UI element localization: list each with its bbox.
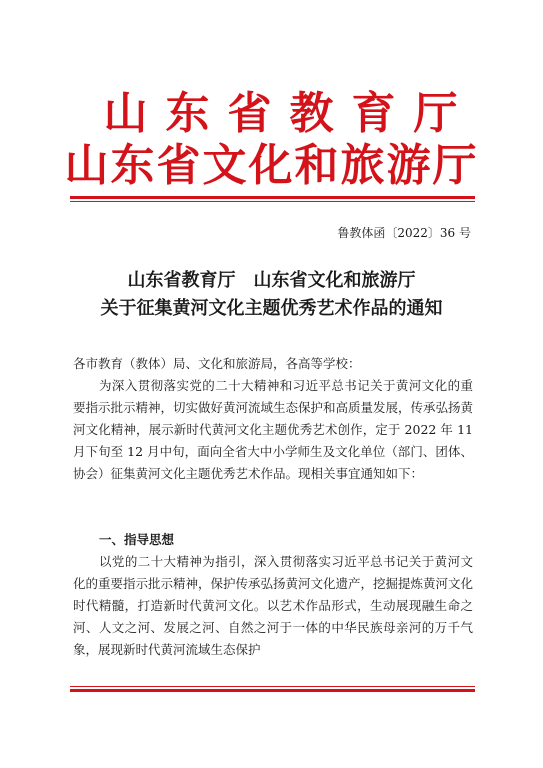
section-heading-1: 一、指导思想: [99, 532, 175, 547]
footer-rule-thin: [70, 686, 475, 687]
letterhead-org-2: 山东省文化和旅游厅: [64, 140, 479, 191]
letterhead-rule-thin: [70, 201, 475, 202]
document-title-line-2: 关于征集黄河文化主题优秀艺术作品的通知: [100, 298, 443, 319]
salutation: 各市教育（教体）局、文化和旅游局，各高等学校：: [73, 356, 361, 371]
body-paragraph-2: 以党的二十大精神为指引，深入贯彻落实习近平总书记关于黄河文化的重要指示批示精神，保护传承弘扬黄河文化遗产，挖掘提炼黄河文化时代精髓，打造新时代黄河文化。以艺术作品形式，生动展现融生命之河、人文之河、发展之河、自然之河于一体的中华民族母亲河的万千气象，展现新时代黄河流域生态保护: [73, 554, 474, 657]
body-paragraph-1: 为深入贯彻落实党的二十大精神和习近平总书记关于黄河文化的重要指示批示精神，切实做好黄河流域生态保护和高质量发展，传承弘扬黄河文化精神，展示新时代黄河文化主题优秀艺术创作，定于 2022 年 11 月下旬至 12 月中旬，面向全省大中小学师生及文化单位（部门、团体、协会）征集黄河文化主题优秀艺术作品。现相关事宜通知如下：: [73, 378, 474, 481]
letterhead-rule-thick: [70, 196, 475, 199]
document-title-line-1: 山东省教育厅 山东省文化和旅游厅: [127, 270, 416, 291]
document-number: 鲁教体函〔2022〕36 号: [337, 226, 471, 240]
footer-rule-thick: [70, 689, 475, 692]
letterhead-org-1: 山东省教育厅: [103, 88, 476, 139]
